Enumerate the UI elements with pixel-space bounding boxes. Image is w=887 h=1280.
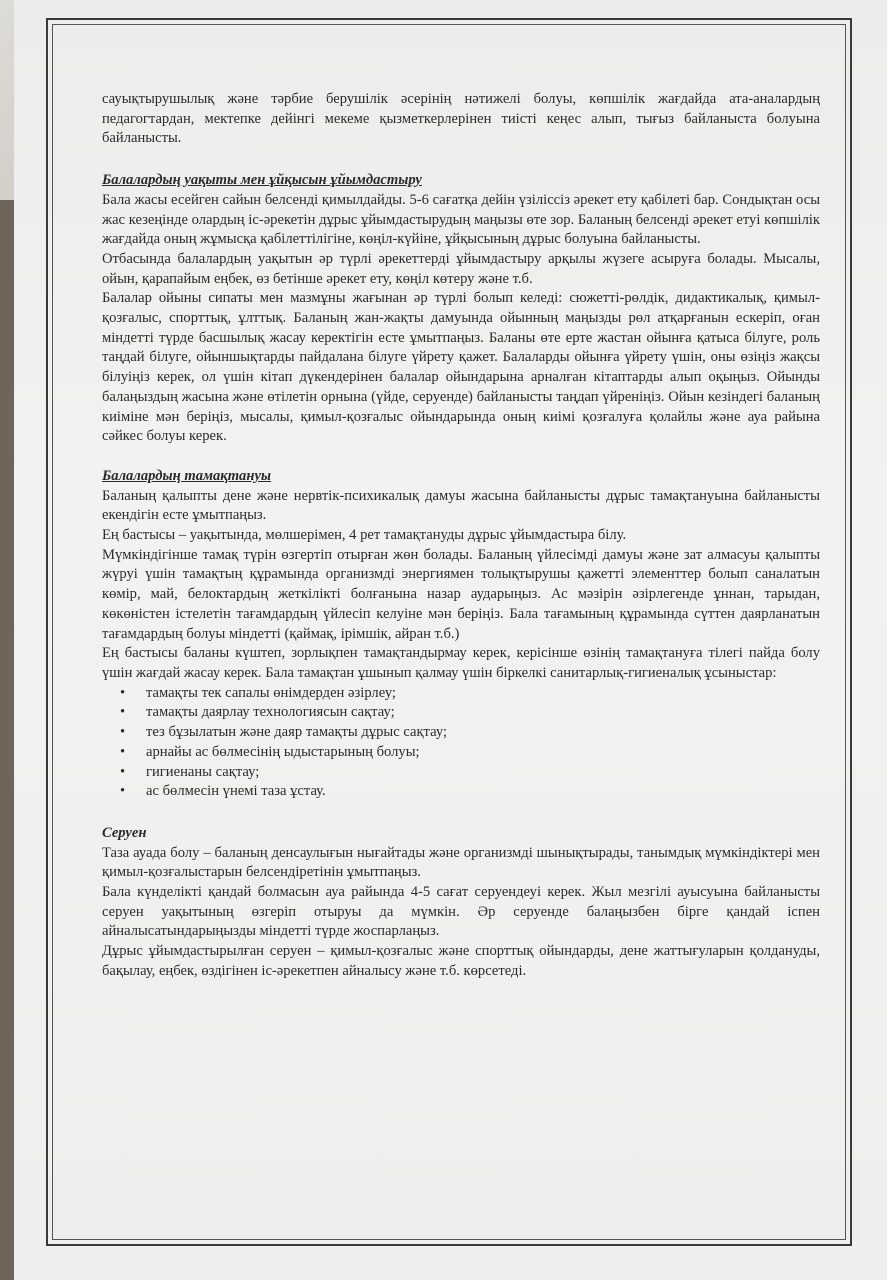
section-heading-nutrition: Балалардың тамақтануы [102,467,272,484]
list-item: • тез бұзылатын және даяр тамақты дұрыс сақтау; [146,723,820,743]
paragraph: Таза ауада болу – баланың денсаулығын нығайтады және организмді шынықтырады, танымдық мүмкіндіктері мен қимыл-қозғалыстарын белсендіретінін ұмытпаңыз. [102,844,820,881]
document-body [102,90,820,982]
paragraph: Балалар ойыны сипаты мен мазмұны жағынан әр түрлі болып келеді: сюжетті-рөлдік, дидактикалық, қимыл-қозғалыс, спорттық, ұлттық. Баланың жан-жақты дамуында ойынның маңызды рөл атқарғанын ескеріп, оған міндетті түрде басшылық жасау керектігін есте ұмытпаңыз. Баланы өте ерте жастан ойынға қатыса білуге, роль таңдай білуге, ойыншықтарды пайдалана білуге үйрету қажет. Балаларды ойынға үйрету үшін, оны өзіңіз жақсы білуіңіз керек, ол үшін кітап дүкендерінен балалар ойындарына арналған кітаптарды алып оқыңыз. Ойынды балаңыздың жасына және өтілетін орнына (үйде, серуенде) байланысты таңдап үйреніңіз. Ойын кезіндегі баланың киіміне мән беріңіз, мысалы, қимыл-қозғалыс ойындарында оның киімі қозғалуға қолайлы және ауа райына сәйкес болуы керек. [102,290,820,445]
list-item: • тамақты даярлау технологиясын сақтау; [146,703,820,723]
section-heading-walk: Серуен [102,824,147,841]
list-item: • гигиенаны сақтау; [146,763,820,783]
bullet-icon: • [120,704,126,721]
bullet-icon: • [120,724,126,741]
bullet-icon: • [120,743,126,760]
paragraph: Бала жасы есейген сайын белсенді қимылдайды. 5-6 сағатқа дейін үзіліссіз әрекет ету қабілеті бар. Сондықтан осы жас кезеңінде олардың іс-әрекетін дұрыс ұйымдастырудың маңызы өте зор. Баланың белсенді әрекет етуі көпшілік жағдайда оның жұмысқа қабілеттілігіне, көңіл-күйіне, ұйқысының дұрыс болуына байланысты. [102,191,820,248]
paragraph: Отбасында балалардың уақытын әр түрлі әрекеттерді ұйымдастыру арқылы жүзеге асыруға болады. Мысалы, ойын, қарапайым еңбек, өз бетінше әрекет ету, көңіл көтеру және т.б. [102,250,820,287]
paragraph: Баланың қалыпты дене және нервтік-психикалық дамуы жасына байланысты дұрыс тамақтануына байланысты екендігін есте ұмытпаңыз. [102,487,820,524]
list-item: • арнайы ас бөлмесінің ыдыстарының болуы; [146,743,820,763]
intro-paragraph: сауықтырушылық және тәрбие берушілік әсерінің нәтижелі болуы, көпшілік жағдайда ата-аналардың педагогтардан, мектепке дейінгі мекеме қызметкерлерінен тиісті кеңес алып, тығыз байланыста болуына байланысты. [102,91,820,147]
bullet-icon: • [120,783,126,800]
bullet-icon: • [120,763,126,780]
paragraph: Ең бастысы баланы күштеп, зорлықпен тамақтандырмау керек, керісінше өзінің тамақтануға тілегі пайда болу үшін жағдай жасау керек. Бала тамақтан ұшынып қалмау үшін біркелкі санитарлық-гигиеналық ұсыныстар: [102,645,820,681]
paragraph: Дұрыс ұйымдастырылған серуен – қимыл-қозғалыс және спорттық ойындарды, дене жаттығуларын қолдануды, бақылау, еңбек, өздігінен іс-әрекетпен айналысу және т.б. көрсетеді. [102,943,820,979]
list-item: • тамақты тек сапалы өнімдерден әзірлеу; [146,684,820,704]
paragraph: Ең бастысы – уақытында, мөлшерімен, 4 рет тамақтануды дұрыс ұйымдастыра білу. [102,527,627,544]
section-heading-time-and-sleep: Балалардың уақыты мен ұйқысын ұйымдастыру [102,172,422,189]
hygiene-recommendations-list [102,684,820,802]
paragraph: Бала күнделікті қандай болмасын ауа райында 4-5 сағат серуендеуі керек. Жыл мезгілі ауысуына байланысты серуен уақытының өзгеріп отыруы да мүмкін. Әр серуенде балаңызбен бірге қандай іспен айналысатындарыңызды міндетті түрде жоспарлаңыз. [102,884,820,940]
bullet-icon: • [120,684,126,701]
list-item: • ас бөлмесін үнемі таза ұстау. [146,782,820,802]
paragraph: Мүмкіндігінше тамақ түрін өзгертіп отырған жөн болады. Баланың үйлесімді дамуы және зат алмасуы қалыпты жүруі үшін тамақтың құрамында организмді энергиямен толықтырушы қажетті элементтер болып саналатын көмір, май, белоктардың жеткілікті болғанына назар аударыңыз. Ас мәзірін әзірлегенде ұннан, тарыдан, көкөністен істелетін тағамдардың үйлесіп келуіне мән беріңіз. Бала тағамының құрамында сүттен даярланатын тағамдардың болуы міндетті (қаймақ, ірімшік, айран т.б.) [102,546,820,642]
